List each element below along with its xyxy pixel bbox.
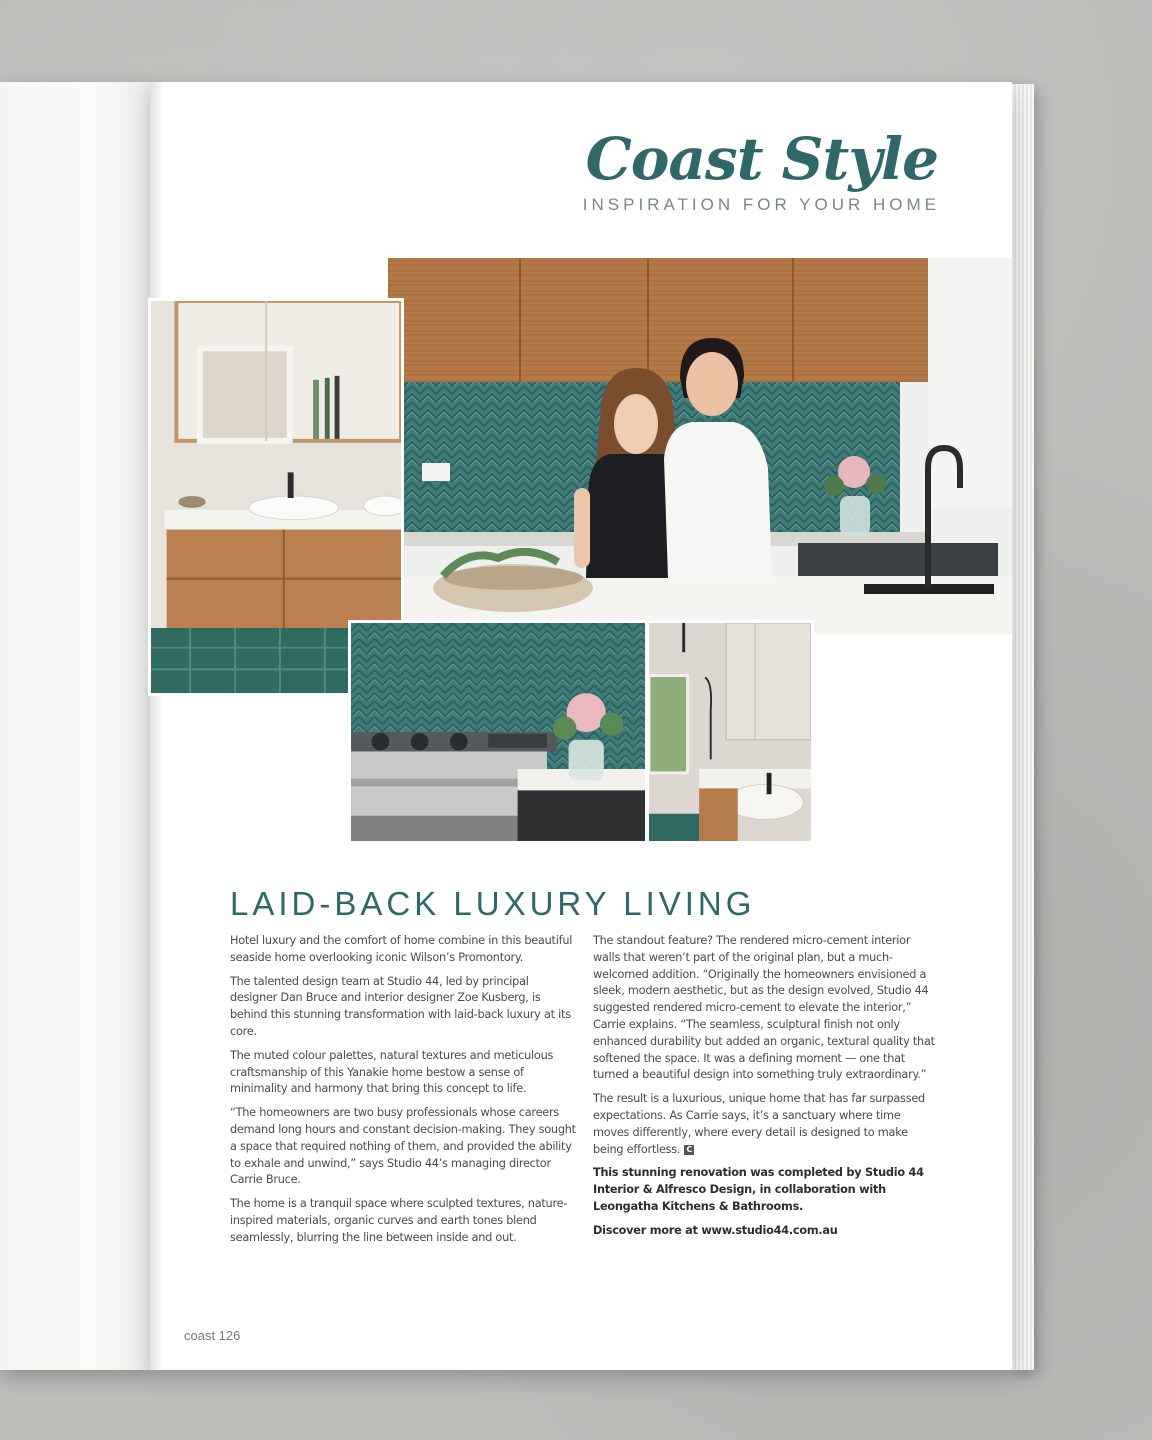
stove-photo — [348, 620, 648, 844]
shower-photo — [646, 620, 814, 844]
paragraph — [593, 1091, 939, 1158]
paragraph: The muted colour palettes, natural textures and meticulous craftsmanship of this Yanakie home bestow a sense of minimality and harmony that bring this concept to life. — [230, 1048, 554, 1096]
masthead-title: Coast Style — [585, 125, 938, 193]
gutter-shadow — [150, 82, 164, 1370]
article-right-column — [593, 933, 939, 1247]
paragraph: Hotel luxury and the comfort of home combine in this beautiful seaside home overlooking iconic Wilson’s Promontory. — [230, 934, 573, 964]
masthead-subtitle: INSPIRATION FOR YOUR HOME — [582, 195, 940, 214]
article-left-column — [230, 933, 576, 1254]
credit-text: This stunning renovation was completed by Studio 44 Interior & Alfresco Design, in collaboration with Leongatha Kitchens & Bathrooms. — [593, 1166, 924, 1213]
paragraph: “The homeowners are two busy professionals whose careers demand long hours and constant decision-making. They sought a space that required nothing of them, and provided the ability to exhale and unwind,” says Studio 44’s managing director Carrie Bruce. — [230, 1106, 576, 1187]
page-number: coast 126 — [184, 1328, 241, 1343]
article-title: LAID-BACK LUXURY LIVING — [230, 885, 756, 922]
paragraph-text: The result is a luxurious, unique home that has far surpassed expectations. As Carrie says, it’s a sanctuary where time moves differently, where every detail is designed to make being effortless. — [593, 1092, 925, 1156]
kitchen-photo — [388, 258, 1012, 634]
paragraph: The standout feature? The rendered micro-cement interior walls that weren’t part of the original plan, but a much-welcomed addition. “Originally the homeowners envisioned a sleek, modern aesthetic, but as the design evolved, Studio 44 suggested rendered micro-cement to elevate the interior,” Carrie explains. “The seamless, sculptural finish not only enhanced durability but added an organic, textural quality that softened the space. It was a defining moment — one that turned a beautiful design into something truly extraordinary.” — [593, 934, 935, 1082]
facing-page — [0, 82, 150, 1370]
discover-link[interactable]: Discover more at www.studio44.com.au — [593, 1223, 838, 1237]
paragraph: The home is a tranquil space where sculpted textures, nature-inspired materials, organic curves and earth tones blend seamlessly, blurring the line between inside and out. — [230, 1197, 568, 1244]
paragraph: The talented design team at Studio 44, led by principal designer Dan Bruce and interior designer Zoe Kusberg, is behind this stunning transformation with laid-back luxury at its core. — [230, 974, 571, 1038]
end-mark-icon: C — [684, 1145, 694, 1155]
